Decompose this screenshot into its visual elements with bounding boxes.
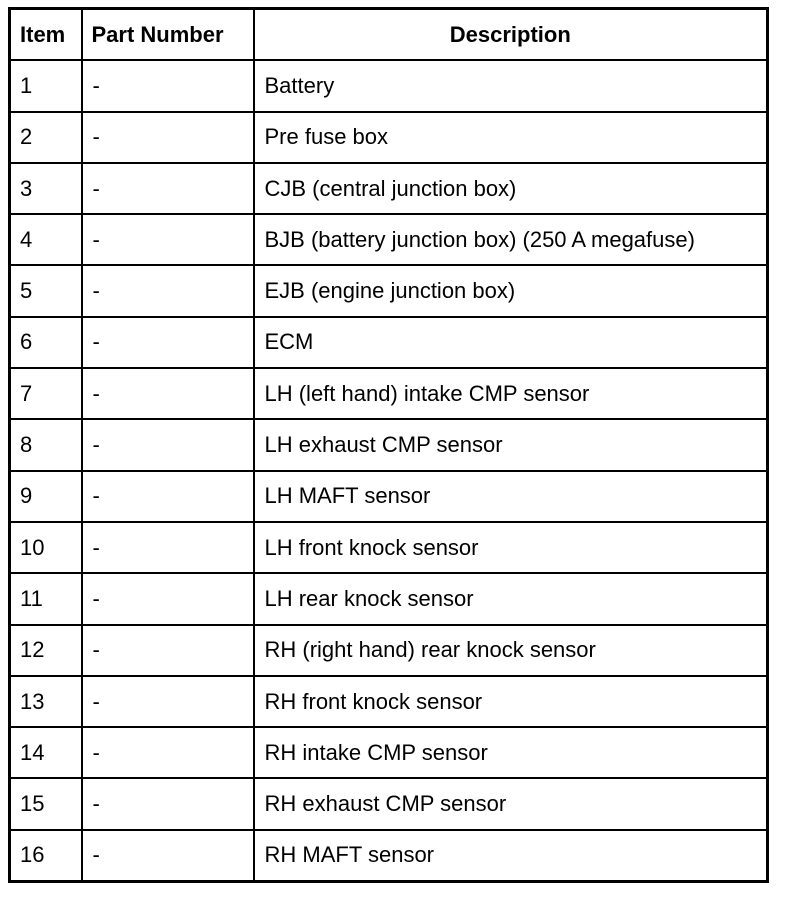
cell-description: RH front knock sensor [254,676,768,727]
table-row [10,60,768,111]
cell-description: RH MAFT sensor [254,830,768,882]
cell-item: 8 [10,419,82,470]
table-row [10,419,768,470]
table-header-row [10,9,768,61]
cell-part-number: - [82,60,254,111]
cell-part-number: - [82,214,254,265]
table-row [10,778,768,829]
cell-part-number: - [82,112,254,163]
cell-part-number: - [82,522,254,573]
table-row [10,163,768,214]
cell-part-number: - [82,419,254,470]
table-row [10,573,768,624]
cell-description: RH exhaust CMP sensor [254,778,768,829]
cell-item: 3 [10,163,82,214]
table-row [10,676,768,727]
table-row [10,830,768,882]
table-row [10,112,768,163]
cell-description: RH intake CMP sensor [254,727,768,778]
cell-item: 6 [10,317,82,368]
cell-description: CJB (central junction box) [254,163,768,214]
parts-table [8,7,769,883]
cell-part-number: - [82,830,254,882]
cell-part-number: - [82,471,254,522]
header-item: Item [10,9,82,61]
cell-description: EJB (engine junction box) [254,265,768,316]
cell-item: 7 [10,368,82,419]
header-part-number: Part Number [82,9,254,61]
table-row [10,265,768,316]
cell-item: 4 [10,214,82,265]
table-row [10,471,768,522]
cell-part-number: - [82,368,254,419]
cell-item: 2 [10,112,82,163]
cell-description: ECM [254,317,768,368]
cell-description: LH rear knock sensor [254,573,768,624]
cell-item: 9 [10,471,82,522]
cell-item: 14 [10,727,82,778]
header-description: Description [254,9,768,61]
cell-description: Pre fuse box [254,112,768,163]
table-row [10,317,768,368]
table-row [10,522,768,573]
cell-item: 12 [10,625,82,676]
table-body [10,60,768,881]
cell-item: 5 [10,265,82,316]
cell-description: LH exhaust CMP sensor [254,419,768,470]
cell-part-number: - [82,265,254,316]
cell-description: LH front knock sensor [254,522,768,573]
table-row [10,625,768,676]
cell-part-number: - [82,625,254,676]
cell-description: RH (right hand) rear knock sensor [254,625,768,676]
cell-part-number: - [82,727,254,778]
cell-item: 10 [10,522,82,573]
cell-description: BJB (battery junction box) (250 A megafuse) [254,214,768,265]
cell-part-number: - [82,676,254,727]
parts-table-container [8,7,766,913]
cell-part-number: - [82,317,254,368]
cell-description: Battery [254,60,768,111]
cell-part-number: - [82,778,254,829]
cell-part-number: - [82,573,254,624]
cell-item: 13 [10,676,82,727]
cell-item: 1 [10,60,82,111]
cell-item: 16 [10,830,82,882]
cell-description: LH MAFT sensor [254,471,768,522]
cell-item: 15 [10,778,82,829]
table-row [10,214,768,265]
cell-item: 11 [10,573,82,624]
table-row [10,368,768,419]
cell-part-number: - [82,163,254,214]
table-row [10,727,768,778]
cell-description: LH (left hand) intake CMP sensor [254,368,768,419]
